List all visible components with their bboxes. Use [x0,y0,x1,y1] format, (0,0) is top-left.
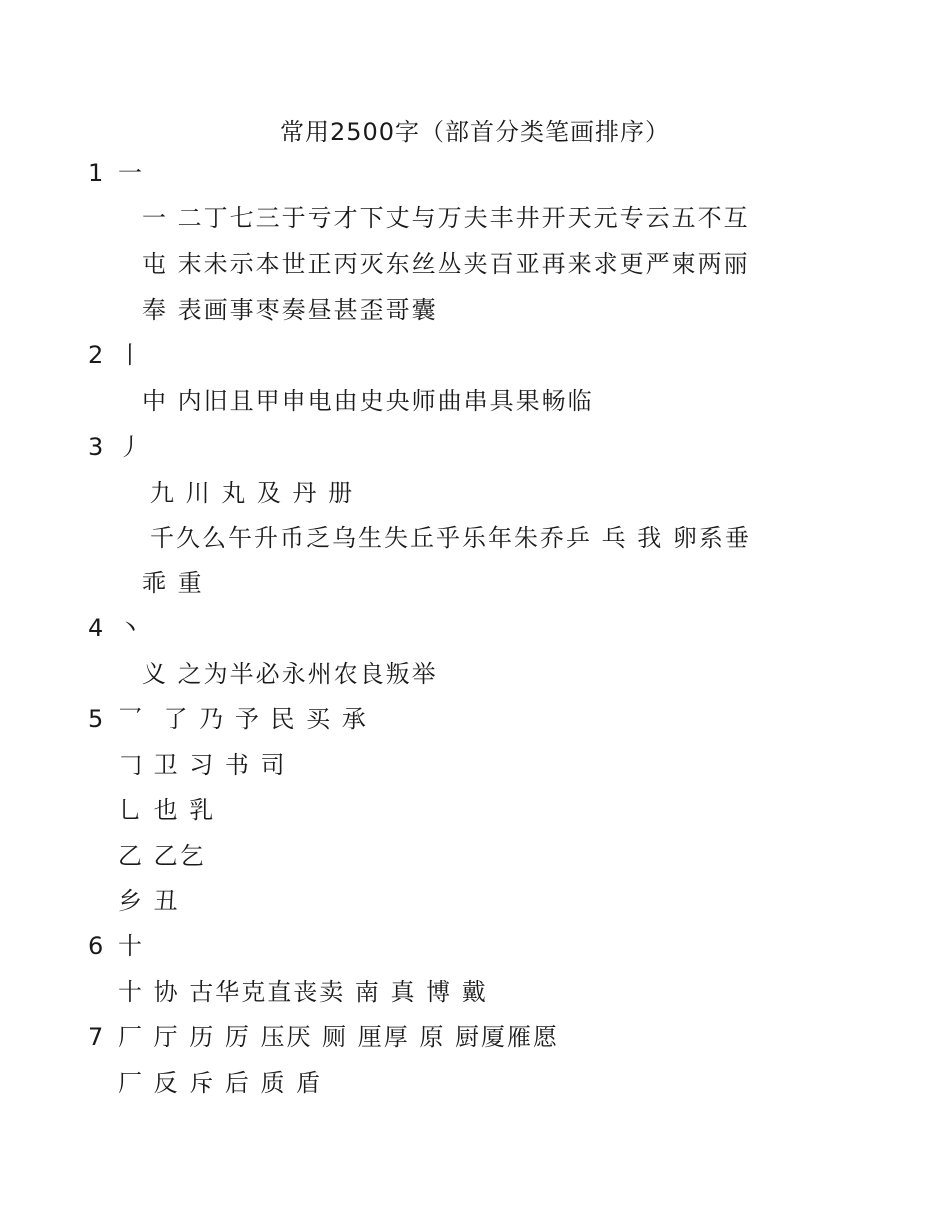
section-4-heading [88,613,144,643]
character-line: 𠃌 卫 习 书 司 [118,751,287,779]
section-number: 2 [88,341,106,369]
section-number: 6 [88,932,106,960]
section-3-heading [88,432,144,462]
section-1-heading [88,158,144,188]
character-line: 乖 重 [142,569,204,597]
character-line: 厂 厅 历 厉 压厌 厕 厘厚 原 厨厦雁愿 [118,1023,560,1051]
character-line: 奉 表画事枣奏昼甚歪哥囊 [142,296,438,324]
section-5-heading [88,704,368,734]
section-radical: 十 [118,932,144,960]
character-line: 九 川 丸 及 丹 册 [150,479,355,507]
character-line: 乚 也 乳 [118,796,216,824]
section-radical: 丶 [118,614,144,642]
character-line: 中 内旧且甲申电由史央师曲串具果畅临 [142,387,594,415]
character-line: 了 乃 予 民 买 承 [163,705,368,733]
section-6-heading [88,931,144,961]
section-2-heading [88,340,144,370]
section-radical: 丿 [118,433,144,461]
section-7-heading [88,1022,559,1052]
character-line: 厂 反 斥 后 质 盾 [118,1069,323,1097]
page-title: 常用2500字（部首分类笔画排序） [279,118,671,146]
character-line: 义 之为半必永州农良叛举 [142,660,438,688]
character-line: 十 协 古华克直丧卖 南 真 博 戴 [118,978,488,1006]
character-line: 屯 末未示本世正丙灭东丝丛夹百亚再来求更严柬两丽 [142,250,750,278]
section-number: 3 [88,433,106,461]
section-number: 1 [88,159,106,187]
character-line: 一 二丁七三于亏才下丈与万夫丰井开天元专云五不互 [142,204,750,232]
section-number: 7 [88,1023,106,1051]
character-line: 千久么午升币乏乌生失丘乎乐年朱乔乒 乓 我 卵系垂 [150,524,751,552]
character-line: 乙 乙乞 [118,842,206,870]
section-radical: 丨 [118,341,144,369]
section-radical: 乛 [118,705,144,733]
section-radical: 一 [118,159,144,187]
character-line: 乡 丑 [118,887,180,915]
section-number: 4 [88,614,106,642]
section-number: 5 [88,705,106,733]
